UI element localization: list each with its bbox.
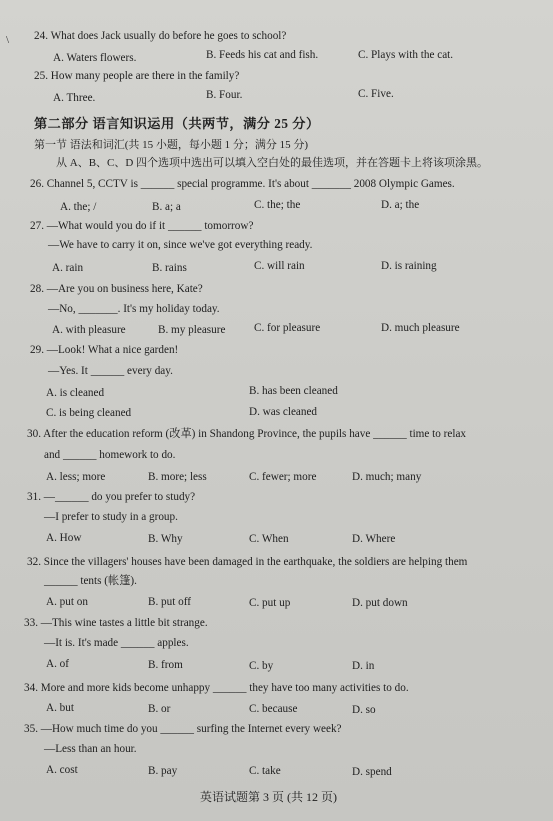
q30-option-c: C. fewer; more: [249, 471, 317, 483]
q33-option-b: B. from: [148, 659, 183, 671]
question-27-stem: 27. —What would you do if it ______ tomorrow?: [30, 220, 254, 232]
question-31-reply: —I prefer to study in a group.: [44, 511, 178, 523]
q26-option-a: A. the; /: [60, 201, 97, 213]
question-30-stem-cont: and ______ homework to do.: [44, 449, 176, 461]
q27-option-c: C. will rain: [254, 260, 305, 272]
q28-option-d: D. much pleasure: [381, 322, 460, 334]
q34-option-a: A. but: [46, 702, 74, 714]
q33-option-a: A. of: [46, 658, 69, 670]
q29-option-a: A. is cleaned: [46, 387, 105, 399]
q31-option-a: A. How: [46, 532, 82, 544]
question-27-reply: —We have to carry it on, since we've got everything ready.: [48, 239, 313, 251]
q34-option-d: D. so: [352, 704, 376, 716]
q30-option-d: D. much; many: [352, 471, 422, 483]
q32-option-a: A. put on: [46, 596, 88, 608]
q30-option-a: A. less; more: [46, 471, 106, 483]
question-33-reply: —It is. It's made ______ apples.: [44, 637, 189, 649]
q28-option-c: C. for pleasure: [254, 322, 321, 334]
q31-option-b: B. Why: [148, 533, 183, 545]
q31-option-d: D. Where: [352, 533, 396, 545]
q25-option-c: C. Five.: [358, 88, 394, 100]
q32-option-c: C. put up: [249, 597, 291, 609]
margin-mark: \: [6, 34, 10, 46]
question-25-stem: 25. How many people are there in the family?: [34, 70, 240, 82]
q34-option-b: B. or: [148, 703, 171, 715]
question-29-reply: —Yes. It ______ every day.: [48, 365, 173, 377]
q28-option-a: A. with pleasure: [52, 324, 126, 336]
part-two-title: 第二部分 语言知识运用（共两节，满分 25 分）: [34, 116, 320, 131]
question-35-reply: —Less than an hour.: [44, 743, 137, 755]
q24-option-b: B. Feeds his cat and fish.: [206, 49, 319, 61]
q35-option-c: C. take: [249, 765, 281, 777]
q25-option-b: B. Four.: [206, 89, 243, 101]
q28-option-b: B. my pleasure: [158, 324, 226, 336]
q27-option-b: B. rains: [152, 262, 187, 274]
question-32-stem: 32. Since the villagers' houses have been damaged in the earthquake, the soldiers are helping them: [27, 556, 468, 568]
q27-option-d: D. is raining: [381, 260, 437, 272]
section-instructions: 从 A、B、C、D 四个选项中选出可以填入空白处的最佳选项，并在答题卡上将该项涂黑。: [56, 157, 489, 169]
q33-option-d: D. in: [352, 660, 375, 672]
q31-option-c: C. When: [249, 533, 289, 545]
question-34-stem: 34. More and more kids become unhappy ______ they have too many activities to do.: [24, 682, 409, 694]
section-one-title: 第一节 语法和词汇(共 15 小题，每小题 1 分；满分 15 分): [34, 139, 309, 151]
page-footer: 英语试题第 3 页 (共 12 页): [200, 790, 337, 804]
q25-option-a: A. Three.: [53, 92, 96, 104]
q24-option-c: C. Plays with the cat.: [358, 49, 454, 61]
q27-option-a: A. rain: [52, 262, 84, 274]
q35-option-d: D. spend: [352, 766, 392, 778]
q26-option-b: B. a; a: [152, 201, 181, 213]
question-30-stem: 30. After the education reform (改革) in Shandong Province, the pupils have ______ time to relax: [27, 428, 467, 440]
question-33-stem: 33. —This wine tastes a little bit strange.: [24, 617, 208, 629]
question-26-stem: 26. Channel 5, CCTV is ______ special programme. It's about _______ 2008 Olympic Games.: [30, 178, 455, 190]
q29-option-b: B. has been cleaned: [249, 385, 338, 397]
q24-option-a: A. Waters flowers.: [53, 52, 137, 64]
q33-option-c: C. by: [249, 660, 274, 672]
q35-option-a: A. cost: [46, 764, 78, 776]
q35-option-b: B. pay: [148, 765, 178, 777]
question-31-stem: 31. —______ do you prefer to study?: [27, 491, 196, 503]
question-28-stem: 28. —Are you on business here, Kate?: [30, 283, 203, 295]
q26-option-d: D. a; the: [381, 199, 420, 211]
question-32-stem-cont: ______ tents (帐篷).: [44, 575, 137, 587]
question-29-stem: 29. —Look! What a nice garden!: [30, 344, 179, 356]
q30-option-b: B. more; less: [148, 471, 207, 483]
q32-option-b: B. put off: [148, 596, 191, 608]
question-28-reply: —No, _______. It's my holiday today.: [48, 303, 220, 315]
q32-option-d: D. put down: [352, 597, 408, 609]
q34-option-c: C. because: [249, 703, 298, 715]
question-24-stem: 24. What does Jack usually do before he goes to school?: [34, 30, 287, 42]
q29-option-d: D. was cleaned: [249, 406, 318, 418]
question-35-stem: 35. —How much time do you ______ surfing the Internet every week?: [24, 723, 342, 735]
q26-option-c: C. the; the: [254, 199, 301, 211]
q29-option-c: C. is being cleaned: [46, 407, 132, 419]
